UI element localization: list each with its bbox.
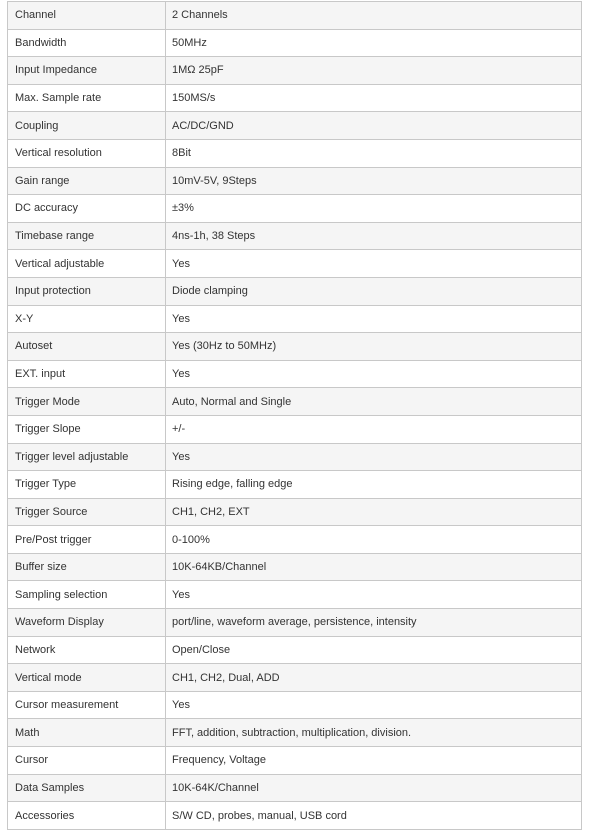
- spec-value: Yes: [166, 691, 582, 719]
- spec-label: Trigger Type: [8, 471, 166, 499]
- spec-label: Network: [8, 636, 166, 664]
- spec-value: S/W CD, probes, manual, USB cord: [166, 802, 582, 830]
- spec-label: Timebase range: [8, 222, 166, 250]
- spec-label: Buffer size: [8, 553, 166, 581]
- spec-value: +/-: [166, 415, 582, 443]
- spec-value: 1MΩ 25pF: [166, 57, 582, 85]
- spec-value: 10mV-5V, 9Steps: [166, 167, 582, 195]
- spec-value: Yes: [166, 360, 582, 388]
- spec-row: [8, 664, 582, 692]
- spec-label: Input protection: [8, 277, 166, 305]
- spec-value: 50MHz: [166, 29, 582, 57]
- spec-label: Autoset: [8, 333, 166, 361]
- spec-label: Accessories: [8, 802, 166, 830]
- spec-row: [8, 471, 582, 499]
- spec-value: Yes (30Hz to 50MHz): [166, 333, 582, 361]
- spec-row: [8, 250, 582, 278]
- spec-row: [8, 747, 582, 775]
- spec-row: [8, 333, 582, 361]
- spec-label: Coupling: [8, 112, 166, 140]
- spec-row: [8, 498, 582, 526]
- spec-value: Yes: [166, 581, 582, 609]
- spec-value: ±3%: [166, 195, 582, 223]
- spec-label: Vertical adjustable: [8, 250, 166, 278]
- spec-label: Math: [8, 719, 166, 747]
- spec-label: Gain range: [8, 167, 166, 195]
- spec-value: Rising edge, falling edge: [166, 471, 582, 499]
- spec-label: DC accuracy: [8, 195, 166, 223]
- spec-table: [7, 1, 582, 830]
- spec-row: [8, 774, 582, 802]
- spec-row: [8, 360, 582, 388]
- spec-label: Vertical resolution: [8, 139, 166, 167]
- spec-row: [8, 553, 582, 581]
- spec-label: Channel: [8, 2, 166, 30]
- spec-value: 4ns-1h, 38 Steps: [166, 222, 582, 250]
- spec-table-body: [8, 2, 582, 830]
- spec-label: Input Impedance: [8, 57, 166, 85]
- spec-value: port/line, waveform average, persistence, intensity: [166, 609, 582, 637]
- spec-row: [8, 222, 582, 250]
- spec-label: Waveform Display: [8, 609, 166, 637]
- spec-label: Cursor measurement: [8, 691, 166, 719]
- spec-label: Max. Sample rate: [8, 84, 166, 112]
- spec-value: 2 Channels: [166, 2, 582, 30]
- spec-row: [8, 636, 582, 664]
- spec-value: 0-100%: [166, 526, 582, 554]
- spec-row: [8, 277, 582, 305]
- spec-value: Frequency, Voltage: [166, 747, 582, 775]
- spec-value: Yes: [166, 305, 582, 333]
- spec-row: [8, 84, 582, 112]
- spec-row: [8, 29, 582, 57]
- spec-row: [8, 139, 582, 167]
- spec-value: 150MS/s: [166, 84, 582, 112]
- spec-row: [8, 719, 582, 747]
- spec-row: [8, 195, 582, 223]
- spec-label: Bandwidth: [8, 29, 166, 57]
- spec-value: CH1, CH2, Dual, ADD: [166, 664, 582, 692]
- spec-value: 8Bit: [166, 139, 582, 167]
- spec-value: Open/Close: [166, 636, 582, 664]
- spec-label: Data Samples: [8, 774, 166, 802]
- spec-row: [8, 526, 582, 554]
- spec-label: Vertical mode: [8, 664, 166, 692]
- spec-value: 10K-64K/Channel: [166, 774, 582, 802]
- spec-row: [8, 691, 582, 719]
- spec-value: Diode clamping: [166, 277, 582, 305]
- spec-row: [8, 609, 582, 637]
- spec-label: EXT. input: [8, 360, 166, 388]
- spec-row: [8, 415, 582, 443]
- spec-value: 10K-64KB/Channel: [166, 553, 582, 581]
- spec-value: Yes: [166, 443, 582, 471]
- spec-row: [8, 167, 582, 195]
- spec-label: Trigger Mode: [8, 388, 166, 416]
- spec-value: Auto, Normal and Single: [166, 388, 582, 416]
- spec-label: X-Y: [8, 305, 166, 333]
- spec-value: FFT, addition, subtraction, multiplication, division.: [166, 719, 582, 747]
- spec-row: [8, 581, 582, 609]
- spec-label: Trigger Source: [8, 498, 166, 526]
- spec-row: [8, 57, 582, 85]
- spec-value: AC/DC/GND: [166, 112, 582, 140]
- spec-value: Yes: [166, 250, 582, 278]
- spec-row: [8, 802, 582, 830]
- spec-label: Pre/Post trigger: [8, 526, 166, 554]
- spec-row: [8, 305, 582, 333]
- spec-label: Cursor: [8, 747, 166, 775]
- spec-value: CH1, CH2, EXT: [166, 498, 582, 526]
- spec-label: Trigger Slope: [8, 415, 166, 443]
- spec-label: Sampling selection: [8, 581, 166, 609]
- spec-row: [8, 388, 582, 416]
- spec-row: [8, 112, 582, 140]
- spec-row: [8, 2, 582, 30]
- spec-label: Trigger level adjustable: [8, 443, 166, 471]
- spec-row: [8, 443, 582, 471]
